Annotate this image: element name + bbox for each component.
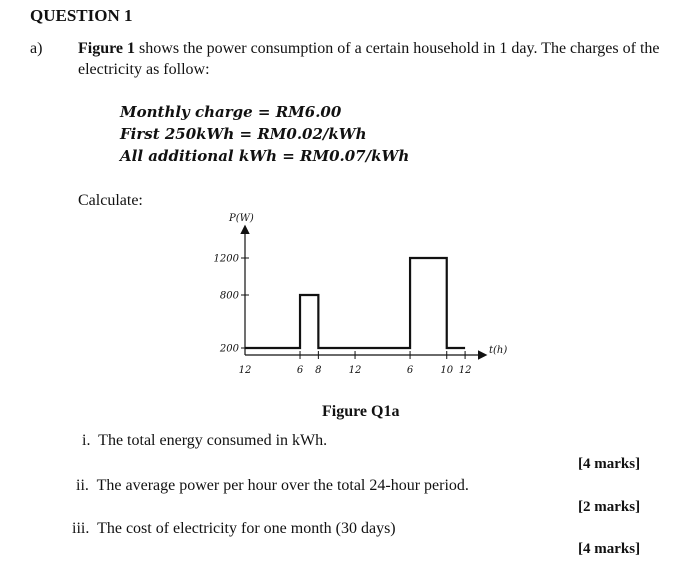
x-axis-label: t(h) xyxy=(489,345,508,356)
intro-paragraph xyxy=(78,38,668,80)
question-marks: [4 marks] xyxy=(578,541,641,557)
x-tick-label: 12 xyxy=(238,365,252,376)
x-tick-label: 6 xyxy=(406,365,414,376)
y-tick-label: 200 xyxy=(219,343,239,355)
rate-label: Monthly charge xyxy=(120,103,253,121)
rate-equals: = xyxy=(234,125,258,143)
question-number: iii. xyxy=(72,520,90,537)
question-number: i. xyxy=(82,432,91,449)
rate-row-first-250 xyxy=(120,123,409,145)
x-tick-label: 12 xyxy=(458,365,472,376)
figure-reference: Figure 1 xyxy=(78,40,136,57)
rate-row-additional xyxy=(120,145,409,167)
question-text: The cost of electricity for one month (30 days) xyxy=(97,520,396,537)
figure-caption: Figure Q1a xyxy=(322,403,400,420)
question-marks: [4 marks] xyxy=(578,456,641,472)
rates-block xyxy=(120,101,409,167)
question-item xyxy=(76,477,469,495)
x-tick-label: 10 xyxy=(440,365,454,376)
y-tick-label: 800 xyxy=(219,290,239,302)
y-axis-label: P(W) xyxy=(229,213,254,224)
power-chart xyxy=(195,205,525,395)
question-item xyxy=(72,520,396,538)
rate-value: RM0.02/kWh xyxy=(257,125,367,143)
question-marks: [2 marks] xyxy=(578,499,641,515)
question-text: The average power per hour over the total 24-hour period. xyxy=(96,477,469,494)
rate-label: All additional kWh xyxy=(120,147,277,165)
question-text: The total energy consumed in kWh. xyxy=(98,432,328,449)
power-series-line xyxy=(245,258,465,348)
x-tick-label: 12 xyxy=(348,365,362,376)
intro-text: shows the power consumption of a certain household in 1 day. The charges of the electricity as follow: xyxy=(78,40,660,78)
question-heading: QUESTION 1 xyxy=(30,6,133,25)
rate-row-monthly xyxy=(120,101,409,123)
rate-equals: = xyxy=(276,147,300,165)
part-label: a) xyxy=(30,40,43,57)
y-tick-label: 1200 xyxy=(213,253,239,265)
question-number: ii. xyxy=(76,477,89,494)
question-item xyxy=(82,432,327,450)
x-tick-label: 8 xyxy=(315,365,322,376)
x-tick-label: 6 xyxy=(296,365,304,376)
rate-value: RM0.07/kWh xyxy=(300,147,410,165)
rate-value: RM6.00 xyxy=(275,103,342,121)
rate-equals: = xyxy=(252,103,276,121)
rate-label: First 250kWh xyxy=(120,125,235,143)
calculate-label: Calculate: xyxy=(78,192,143,209)
